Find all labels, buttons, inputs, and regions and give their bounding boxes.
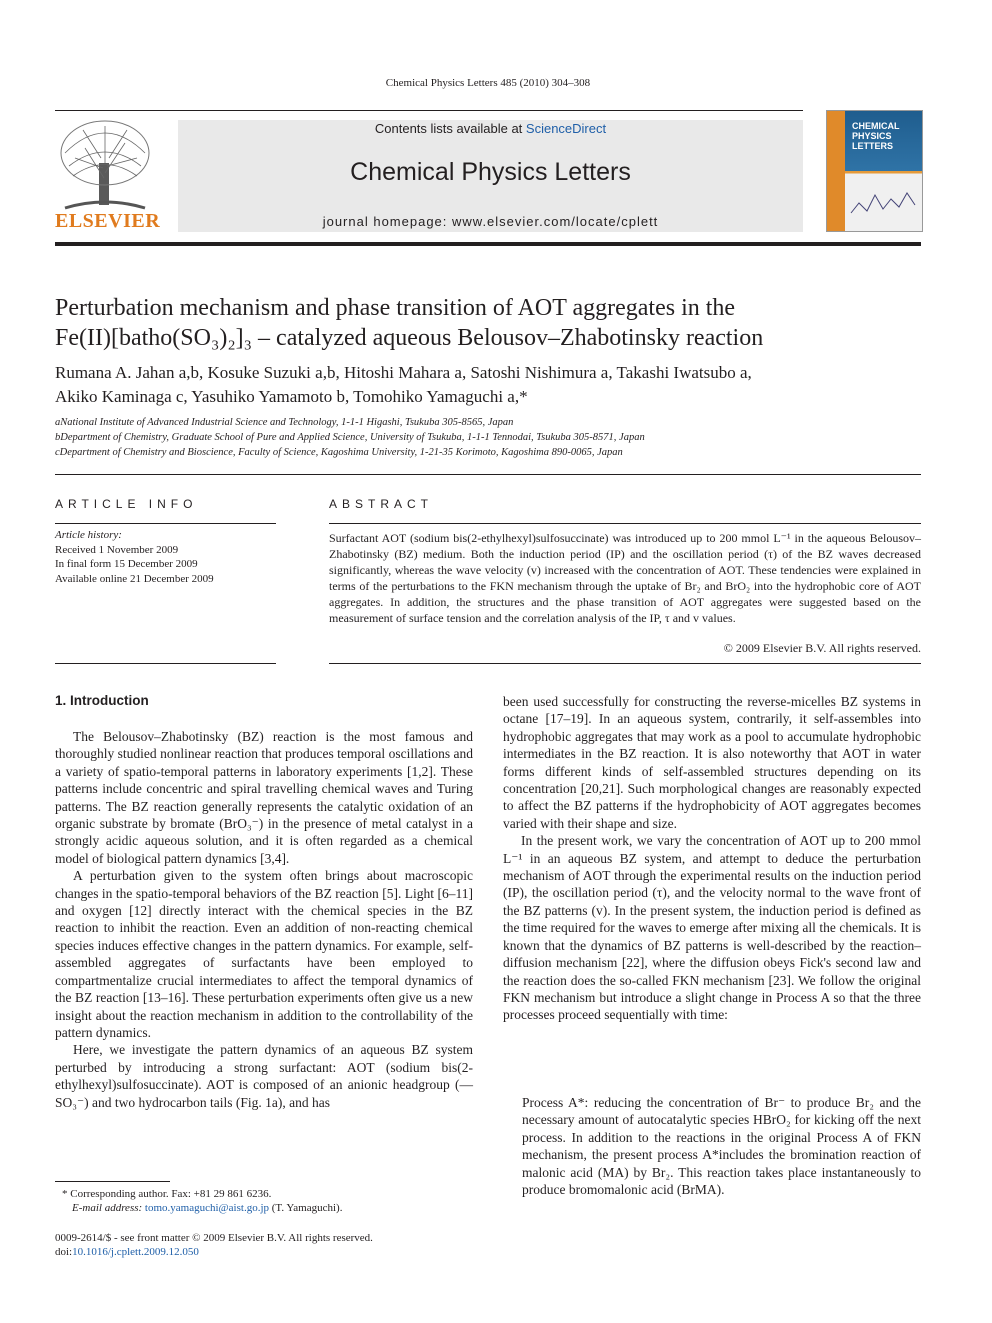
process-a-star-description: Process A*: reducing the concentration of Br⁻ to produce Br₂ and the necessary amount of autocatalytic species HBrO₂ for kicking off the next process. In addition to the reactions in the original Process A of FKN mechanism, the present process A*includes the bromination reaction of malonic acid (MA) by Br₂. This reaction takes place instantaneously to produce bromomalonic acid (BrMA). [522,1095,921,1198]
intro-paragraph-2: A perturbation given to the system often brings about macroscopic changes in the spatio-temporal behaviors of the BZ reaction [5]. Light [6–11] and oxygen [12] directly interact with the chemical species in the BZ reaction to inhibit the reaction. Even an addition of non-reacting chemical species induces effective changes in the pattern dynamics. For example, self-assembled aggregates of surfactants have been employed to compartmentalize crucial intermediates to affect the temporal dynamics of the BZ reaction [13–16]. These perturbation experiments often give us a new insight about the reaction mechanism in addition to the controllability of the pattern dynamics. [55,868,473,1040]
intro-paragraph-1: The Belousov–Zhabotinsky (BZ) reaction is the most famous and thoroughly studied nonlinear reaction that produces temporal oscillations and a variety of spatio-temporal patterns in laboratory experiments [1,2]. These patterns include concentric and spiral travelling chemical waves and Turing patterns. The BZ reaction generally represents the catalytic oxidation of an organic substrate by bromate (BrO₃⁻) in the presence of metal catalyst in a strongly acidic aqueous solution, and it is often regarded as a chemical model of biological pattern dynamics [3,4]. [55,729,473,866]
corresponding-author-note: * Corresponding author. Fax: +81 29 861 6236. [62,1188,272,1200]
contents-prefix: Contents lists available at [374,121,526,136]
affiliation-rule [55,474,921,475]
article-title [55,293,915,353]
abstract-rule [329,523,921,524]
left-column [55,728,473,1111]
article-info-bottom-rule [55,663,276,664]
affiliation-a: aNational Institute of Advanced Industrial Science and Technology, 1-1-1 Higashi, Tsukuba 305-8565, Japan [55,417,514,428]
title-line-1: Perturbation mechanism and phase transition of AOT aggregates in the [55,295,736,321]
authors-line-1: Rumana A. Jahan a,b, Kosuke Suzuki a,b, Hitoshi Mahara a, Satoshi Nishimura a, Takashi Iwatsubo a, [55,363,752,382]
intro-paragraph-5: In the present work, we vary the concentration of AOT up to 200 mmol L⁻¹ in an aqueous BZ system, and attempt to deduce the perturbation mechanism of AOT through the experimental results on the induction period (IP), the oscillation period (τ), and the velocity normal to the wave front of the BZ patterns (v). In the present system, the induction period is defined as the time required for the waves to emerge after mixing all the chemicals. It is known that the dynamics of BZ patterns is well-described by the reaction–diffusion mechanism [22], where the diffusion obeys Fick's second law and the reaction does the so-called FKN mechanism [23]. We follow the original FKN mechanism but introduce a slight change in Process A so that the three processes proceed sequentially with time: [503,833,921,1023]
article-history [55,528,276,586]
author-list [55,361,921,409]
journal-name: Chemical Physics Letters [350,158,631,186]
email-label: E-mail address: [72,1202,145,1214]
sciencedirect-link[interactable]: ScienceDirect [525,121,607,136]
copyright-line: © 2009 Elsevier B.V. All rights reserved. [723,641,921,655]
doi-label: doi: [55,1246,73,1258]
intro-paragraph-4: been used successfully for constructing the reverse-micelles BZ systems in octane [17–19]. In an aqueous system, contrarily, it self-assembles into hydrophobic aggregates that may work as a pool to accumulate hydrophobic intermediates in the BZ reaction. It is also noteworthy that AOT in water forms different kinds of self-assembled structures depending on its concentration [20,21]. Such morphological changes are reasonably expected to affect the BZ patterns if the hydrophobicity of AOT aggregates becomes varied with their shape and size. [503,694,921,831]
journal-cover-image [826,110,923,232]
issn-line: 0009-2614/$ - see front matter © 2009 Elsevier B.V. All rights reserved. [55,1232,373,1244]
doi-line [55,1245,199,1259]
received-date: Received 1 November 2009 [55,543,179,556]
email-note [72,1201,342,1215]
journal-masthead [178,120,803,232]
article-info-rule [55,523,276,524]
journal-homepage-link[interactable]: journal homepage: www.elsevier.com/locate/cplett [322,214,659,229]
section-heading-introduction: 1. Introduction [55,693,149,708]
cover-strip [827,111,845,231]
running-head: Chemical Physics Letters 485 (2010) 304–308 [385,77,591,89]
abstract-heading: ABSTRACT [329,497,434,511]
abstract-text: Surfactant AOT (sodium bis(2-ethylhexyl)sulfosuccinate) was introduced up to 200 mmol L⁻¹ in the aqueous Belousov–Zhabotinsky (BZ) medium. Both the induction period (IP) and the oscillation period (τ) of the BZ waves decreased significantly, whereas the wave velocity (v) increased with the concentration of AOT. These tendencies were explained in terms of the perturbations to the FKN mechanism through the uptake of Br₂ and BrO₂ into the hydrophobic core of AOT aggregates. In addition, the structures and the phase transition of AOT aggregates were suggested based on the measurement of surface tension and the correlation analysis of the IP, τ and v values. [329,531,921,625]
history-label: Article history: [55,529,122,541]
contents-line [178,121,803,136]
header-rule [55,242,921,246]
email-suffix: (T. Yamaguchi). [269,1202,343,1214]
affiliation-c: cDepartment of Chemistry and Bioscience, Faculty of Science, Kagoshima University, 1-21-35 Korimoto, Kagoshima 890-0065, Japan [55,447,623,458]
elsevier-wordmark: ELSEVIER [55,210,161,232]
affiliation-b: bDepartment of Chemistry, Graduate School of Pure and Applied Science, University of Tsukuba, 1-1-1 Tennodai, Tsukuba 305-8571, Japan [55,432,645,443]
title-line-2: Fe(II)[batho(SO₃)₂]₃ – catalyzed aqueous Belousov–Zhabotinsky reaction [55,325,764,351]
cover-title: CHEMICAL PHYSICS LETTERS [852,121,900,151]
authors-line-2: Akiko Kaminaga c, Yasuhiko Yamamoto b, Tomohiko Yamaguchi a,* [55,387,528,406]
top-rule [55,110,803,111]
abstract-bottom-rule [329,663,921,664]
doi-link[interactable]: 10.1016/j.cplett.2009.12.050 [72,1246,199,1258]
final-form-date: In final form 15 December 2009 [55,558,198,570]
cover-graphic-icon [849,183,919,223]
footnote-rule [55,1181,170,1182]
article-info-heading: ARTICLE INFO [55,497,198,511]
intro-paragraph-3: Here, we investigate the pattern dynamics of an aqueous BZ system perturbed by introducing a strong surfactant: AOT (sodium bis(2-ethylhexyl)sulfosuccinate). AOT is composed of an anionic headgroup (—SO₃⁻) and two hydrocarbon tails (Fig. 1a), and has [55,1042,473,1110]
right-column [503,693,921,1024]
online-date: Available online 21 December 2009 [55,572,214,585]
email-link[interactable]: tomo.yamaguchi@aist.go.jp [144,1202,270,1214]
